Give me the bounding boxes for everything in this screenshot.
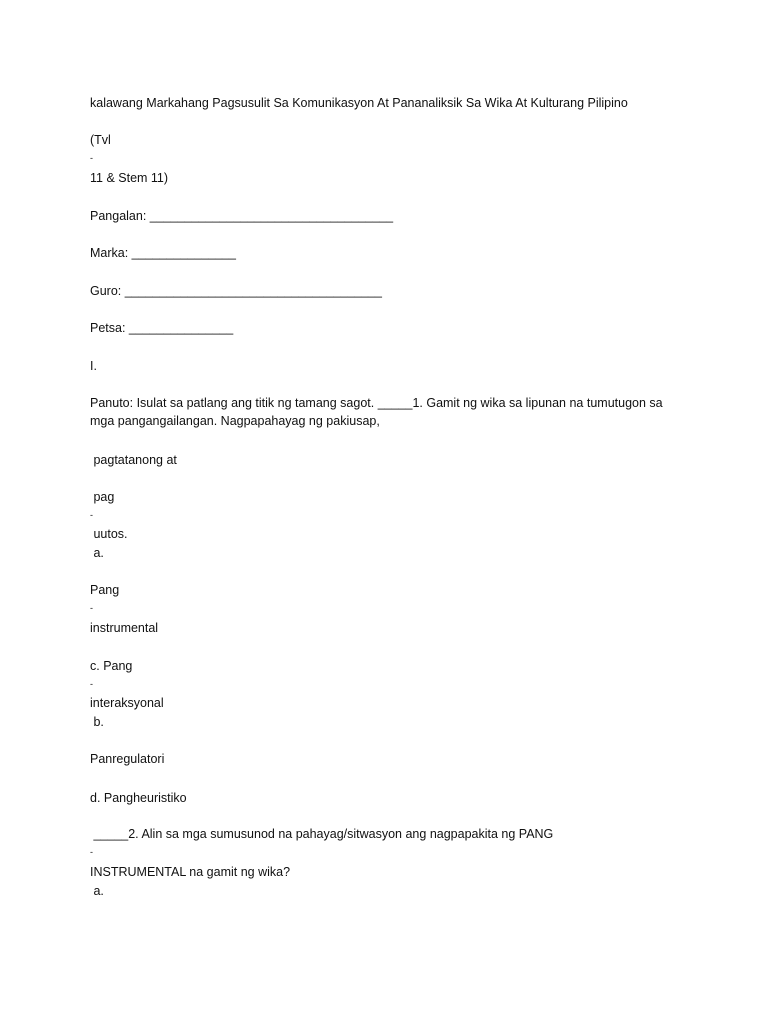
section-number: I. <box>90 359 97 373</box>
q2-dash: - <box>90 847 93 857</box>
field-marka: Marka: _______________ <box>90 246 236 260</box>
q2-choice-a-letter: a. <box>90 884 104 898</box>
instruction-line2: mga pangangailangan. Nagpapahayag ng pakiusap, <box>90 414 380 428</box>
q1-text-c: uutos. <box>90 527 128 541</box>
field-petsa: Petsa: _______________ <box>90 321 234 335</box>
q1-choice-b-letter: b. <box>90 715 104 729</box>
q2-line2: INSTRUMENTAL na gamit ng wika? <box>90 865 291 879</box>
document-title: kalawang Markahang Pagsusulit Sa Komunikasyon At Pananaliksik Sa Wika At Kulturang Pilipino <box>90 96 628 110</box>
q1-choice-a-dash: - <box>90 603 93 613</box>
q1-choice-a-word2: instrumental <box>90 621 159 635</box>
q1-choice-d: d. Pangheuristiko <box>90 791 187 805</box>
q1-choice-c-word2: interaksyonal <box>90 696 164 710</box>
instruction-line1: Panuto: Isulat sa patlang ang titik ng tamang sagot. _____1. Gamit ng wika sa lipunan na tumutugon sa <box>90 396 663 410</box>
subtitle-dash: - <box>90 153 93 163</box>
field-pangalan: Pangalan: ___________________________________ <box>90 209 394 223</box>
subtitle-line2: 11 & Stem 11) <box>90 171 169 185</box>
q1-choice-a-word1: Pang <box>90 583 120 597</box>
subtitle-line1: (Tvl <box>90 133 111 147</box>
q1-choice-b-word: Panregulatori <box>90 752 165 766</box>
q1-text-b: pag <box>90 490 115 504</box>
q1-text-a: pagtatanong at <box>90 453 177 467</box>
field-guro: Guro: _____________________________________ <box>90 284 382 298</box>
q1-choice-c-word1: c. Pang <box>90 659 133 673</box>
q1-choice-c-dash: - <box>90 679 93 689</box>
q1-choice-a-letter: a. <box>90 546 104 560</box>
q2-line1: _____2. Alin sa mga sumusunod na pahayag/sitwasyon ang nagpapakita ng PANG <box>90 827 554 841</box>
q1-dash: - <box>90 510 93 520</box>
